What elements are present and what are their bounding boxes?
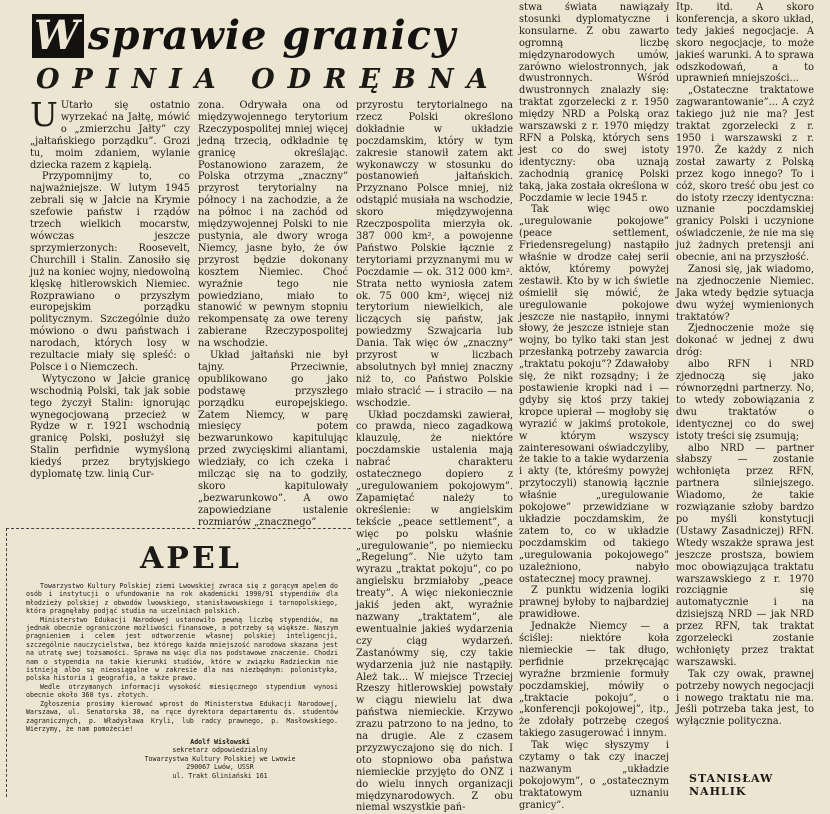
subheadline: OPINIA ODRĘBNA [36,64,501,95]
signature-name: Adolf Wisłowski [190,738,250,746]
headline [32,14,456,58]
column-2-paragraph: Układ jałtański nie był tajny. Przeciwnie, opublikowano go jako podstawę przyszłego porządku europejskiego. Zatem Niemcy, w parę miesięcy potem bezwarunkowo kapitulując przed zwycięskimi aliantami, wiedziały, co ich czeka i milcząc się na to godziły, skoro kapitulowały „bezwarunkowo”. A owo zapowiedziane ustalenie rozmiarów „znacznego” [198,350,348,528]
column-1-paragraph: Przypomnijmy to, co najważniejsze. W lutym 1945 zebrali się w Jałcie na Krymie szefowie państw i rządów trzech wielkich mocarstw, wówczas jeszcze sprzymierzonych: Roosevelt, Churchill i Stalin. Zanosiło się już na koniec wojny, niedowolną klęskę hitlerowskich Niemiec. Rozprawiano o przyszłym europejskim porządku politycznym. Szczególnie dużo mówiono o dwu państwach i narodach, których losy w rezultacie miały się spleść: o Polsce i o Niemczech. [30,171,190,373]
column-5-paragraph: albo NRD — partner słabszy — zostanie wchłonięta przez RFN, partnera silniejszego. Wiadomo, że takie rozwiązanie szłoby bardzo po myśli konstytucji (Ustawy Zasadniczej) RFN. Wtedy wszakże sprawa jest jeszcze prostsza, bowiem moc obowiązująca traktatu warszawskiego z r. 1970 rozciągnie się automatycznie i na dzisiejszą NRD — jak NRD przez RFN, tak traktat zgorzelecki zostanie wchłonięty przez traktat warszawski. [676,442,814,668]
headline-initial: W [32,14,84,58]
column-5-paragraph: Zjednoczenie może się dokonać w jednej z dwu dróg: [676,323,814,359]
column-4-paragraph: stwa świata nawiązały stosunki dyplomatyczne i konsularne. Z obu zawarto ogromną liczbę międzynarodowych umów, zarówno wielostronnych, jak dwustronnych. Wśród dwustronnych znalazły się: traktat zgorzelecki z r. 1950 między NRD a Polską oraz warszawski z r. 1970 między RFN a Polską, których sens jest co do swej istoty identyczny: oba uznają zachodnią granicę Polski taką, jaka została określona w Poczdamie w lecie 1945 r. [519,2,669,204]
drop-cap: U [30,95,58,134]
column-4-paragraph: Tak więc owo „uregulowanie pokojowe” (peace settlement, Friedensregelung) nastąpiło właśnie w drodze całej serii aktów, któremy powyżej zestawił. Kto by w ich świetle ośmielił się mówić, że uregulowanie pokojowe jeszcze nie nastąpiło, innymi słowy, że jeszcze istnieje stan wojny, bo tylko taki stan jest przesłanką potrzeby zawarcia „traktatu pokoju”? Zdawałoby się, że nikt rozsądny; i że postawienie kropki nad i — gdyby się ktoś przy takiej kropce upierał — mogłoby się wyrazić w jakimś protokole, w którym wszyscy zainteresowani oświadczyliby, że takie to a takie wydarzenia i akty (te, któreśmy powyżej przytoczyli) stanowią łącznie właśnie „uregulowanie pokojowe” przewidziane w układzie poczdamskim, że zatem to, co w układzie poczdamskim od takiego „uregulowania pokojowego” uzależniono, nabyło ostatecznej mocy prawnej. [519,204,669,585]
column-4-paragraph: Z punktu widzenia logiki prawnej byłoby to najbardziej prawidłowe. [519,585,669,621]
apel-paragraph: Zgłoszenia prosimy kierować wprost do Ministerstwa Edukacji Narodowej, Warszawa, ul. Senatorska 38, na ręce dyrektora departamentu ds. studentów zagranicznych, p. Władysława Kryli, lub radcy prawnego, p. Masłowskiego. Wierzymy, że nam pomożecie! [26,699,338,733]
column-5-paragraph: albo RFN i NRD zjednoczą się jako równorzędni partnerzy. No, to wtedy zobowiązania z dwu traktatów o identycznej co do swej istoty treści się zsumują; [676,359,814,442]
column-5-paragraph: Itp. itd. A skoro konferencja, a skoro układ, tedy jakieś negocjacje. A skoro negocjacje, to może jakieś warunki. A to sprawa odszkodowań, a to uprawnień mniejszości... [676,2,814,85]
article-column-5 [676,2,814,728]
column-5-paragraph: Zanosi się, jak wiadomo, na zjednoczenie Niemiec. Jaka wtedy będzie sytuacja dwu wyżej wymienionych traktatów? [676,263,814,323]
signature-line: sekretarz odpowiedzialny [172,746,268,755]
signature-line: Towarzystwa Kultury Polskiej we Lwowie [144,754,296,763]
column-3-paragraph: Układ poczdamski zawierał, co prawda, nieco zagadkową klauzulę, że niektóre poczdamskie ustalenia mają nabrać charakteru ostatecznego dopiero z „uregulowaniem pokojowym”. Zapamiętać należy to określenie: w angielskim tekście „peace settlement”, a więc po polsku właśnie „uregulowanie”, po niemiecku „Regelung”. Nie użyto tam wyrazu „traktat pokoju”, co po angielsku brzmiałoby „peace treaty”. A więc niekoniecznie jakiś jeden akt, wyraźnie nazwany „traktatem”, ale ewentualnie jakieś wydarzenia czy ciąg wydarzeń. Zastanówmy się, czy takie wydarzenia już nie nastąpiły. Ależ tak... W miejsce Trzeciej Rzeszy hitlerowskiej powstały w ciągu niewielu lat dwa państwa niemieckie. Krzywo zrazu patrzono to na jedno, to na drugie. Ale z czasem przyzwyczajono się do nich. I oto stopniowo oba państwa niemieckie przyjęto do ONZ i do wielu innych organizacji międzynarodowych. Z obu niemal wszystkie pań- [356,409,513,814]
article-column-1 [30,95,190,481]
column-4-paragraph: Jednakże Niemcy — a ściślej: niektóre koła niemieckie — tak długo, perfidnie przekręcając wyraźne brzmienie formuły poczdamskiej, mówiły o „traktacie pokoju”, o „konferencji pokojowej”, itp., że zdołały potrzebę czegoś takiego zasugerować i innym. [519,621,669,740]
column-3-paragraph: przyrostu terytorialnego na rzecz Polski określono dokładnie w układzie poczdamskim, który w tym zakresie stanowił zatem akt wykonawczy w stosunku do postanowień jałtańskich. Przyznano Polsce mniej, niż odstąpić musiała na wschodzie, skoro międzywojenna Rzeczpospolita mierzyła ok. 387 000 km², a powojenne Państwo Polskie łącznie z terytoriami przyznanymi mu w Poczdamie — ok. 312 000 km². Strata netto wyniosła zatem ok. 75 000 km², więcej niż terytorium niewielkich, ale liczących się państw, jak powiedzmy Szwajcaria lub Dania. Tak więc ów „znaczny” przyrost w liczbach absolutnych był mniej znaczny niż to, co Państwo Polskie miało stracić — i straciło — na wschodzie. [356,100,513,409]
signature-line: 290067 Lwów, USSR [186,763,254,772]
apel-paragraph: Wedle otrzymanych informacji wysokość miesięcznego stypendium wynosi obecnie około 360 tys. złotych. [26,682,338,700]
headline-text: sprawie granicy [87,12,457,59]
article-column-4 [519,2,669,812]
column-2-paragraph: zona. Odrywała ona od międzywojennego terytorium Rzeczypospolitej mniej więcej jedną trzecią, odkładnie tę granicę określając. Postanowiono zarazem, że Polska otrzyma „znaczny” przyrost terytorialny na północy i na zachodzie, a że na północ i na zachód od międzywojennej Polski to nie pustynia, ale dwory wroga Niemcy, jasne było, że ów przyrost będzie dokonany kosztem Niemiec. Choć wyraźnie tego nie powiedziano, miało to stanowić w pewnym stopniu rekompensatę za owe tereny zabierane Rzeczypospolitej na wschodzie. [198,100,348,350]
apel-body [26,582,338,733]
column-1-paragraph: Wytyczono w Jałcie granicę wschodnią Polski, tak jak sobie tego życzył Stalin: ignorując wynegocjowaną przecież w Rydze w r. 1921 wschodnią granicę Polski, posłużył się Stalin perfidnie wymyśloną kiedyś przez brytyjskiego dyplomatę tzw. linią Cur- [30,373,190,481]
article-column-2 [198,100,348,529]
column-1-paragraph: Utarło się ostatnio wyrzekać na Jałtę, mówić o „zmierzchu Jałty” czy „jałtańskiego porządku”. Grozi tu, moim zdaniem, wylanie dziecka razem z kąpielą. [30,100,190,171]
apel-signature [130,738,310,780]
column-4-paragraph: Tak więc słyszymy i czytamy o tak czy inaczej nazwanym „układzie pokojowym”, o „ostatecznym traktatowym uznaniu granicy”. [519,740,669,811]
author-byline: STANISŁAW NAHLIK [689,772,774,798]
column-5-paragraph: „Ostateczne traktatowe zagwarantowanie”... A czyż takiego już nie ma? Jest traktat zgorzelecki z r. 1950 i warszawski z r. 1970. Że każdy z nich został zawarty z Polską przez kogo innego? To i cóż, skoro treść obu jest co do istoty rzeczy identyczna: uznanie poczdamskiej granicy Polski i uczynione oświadczenie, że nie ma się już żadnych pretensji ani obecnie, ani na przyszłość. [676,85,814,264]
column-5-paragraph: Tak czy owak, prawnej potrzeby nowych negocjacji i nowego traktatu nie ma. Jeśli potrzeba taka jest, to wyłącznie polityczna. [676,668,815,728]
article-column-3 [356,100,513,814]
apel-paragraph: Ministerstwo Edukacji Narodowej ustanowiło pewną liczbę stypendiów, ma jednak obecnie ograniczone możliwości finansowe, a potrzeby są większe. Naszym pragnieniem i celem jest odtworzenie własnej polskiej inteligencji, szczególnie nauczycielstwa, bez którego każda mniejszość narodowa skazana jest na utratę swej tożsamości. Sprawa ma więc dla nas podstawowe znaczenie. Chodzi nam o stypendia na takie kierunki studiów, które w związku Radzieckim nie istnieją albo są nieosiągalne w zakresie dla nas niezbędnym: polonistyka, polska historia i geografia, a także prawo. [26,615,338,683]
apel-title: APEL [140,541,242,576]
apel-paragraph: Towarzystwo Kultury Polskiej ziemi Lwowskiej zwraca się z gorącym apelem do osób i instytucji o ufundowanie na rok akademicki 1990/91 stypendiów dla młodzieży polskiej z obwodów lwowskiego, stanisławowskiego i tarnopolskiego, która pragnęłaby podjąć studia na uczelniach polskich. [26,582,338,616]
signature-line: ul. Trakt Gliniański 161 [172,771,268,780]
